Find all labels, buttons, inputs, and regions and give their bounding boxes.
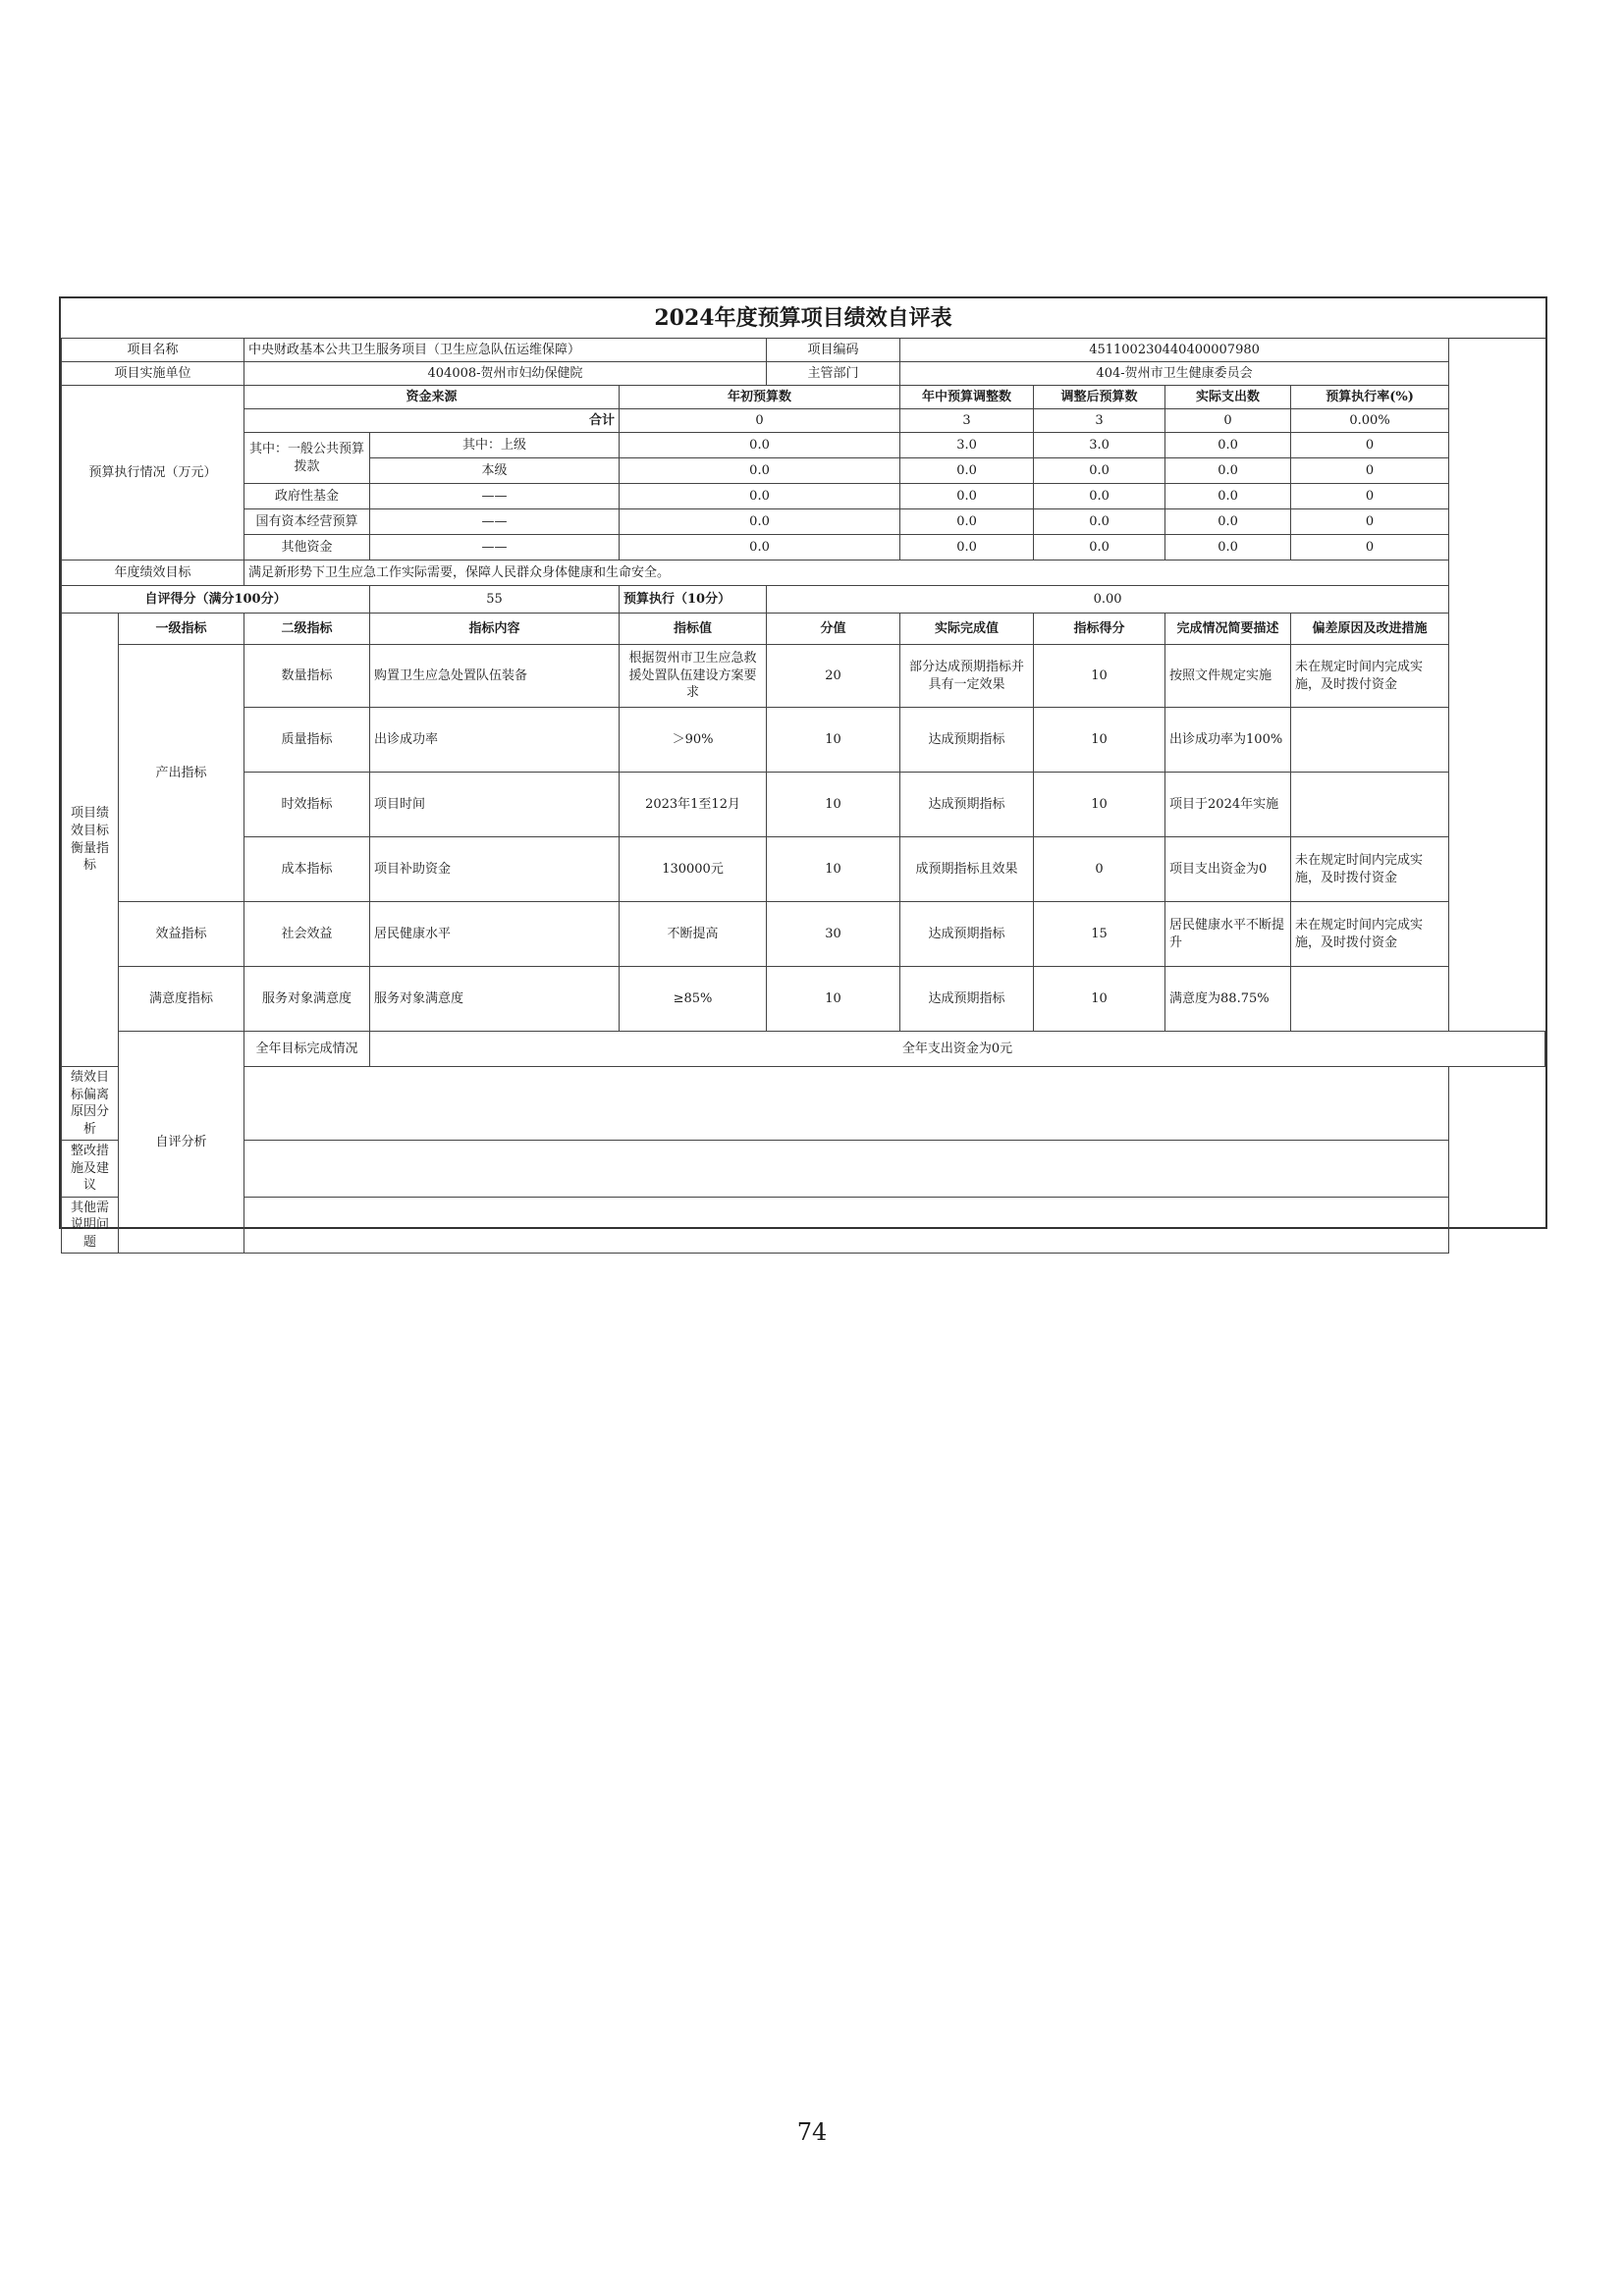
dash: —— — [370, 535, 620, 561]
annual-goal-row — [62, 561, 1545, 586]
self-score-row — [62, 586, 1545, 614]
indicator-reason: 未在规定时间内完成实施，及时拨付资金 — [1291, 645, 1449, 708]
budget-cell: 0 — [1291, 433, 1449, 458]
self-eval-row — [62, 1197, 1545, 1254]
indicator-score: 10 — [1034, 967, 1165, 1032]
indicator-desc: 项目于2024年实施 — [1165, 773, 1291, 837]
project-name-label: 项目名称 — [62, 339, 244, 362]
budget-cell: 0 — [1291, 535, 1449, 561]
budget-header: 年初预算数 — [620, 386, 900, 409]
indicator-desc: 满意度为88.75% — [1165, 967, 1291, 1032]
self-eval-item-value — [244, 1197, 1449, 1254]
indicator-weight: 10 — [767, 773, 900, 837]
indicator-actual: 达成预期指标 — [900, 967, 1034, 1032]
project-name-row — [62, 339, 1545, 362]
indicator-l2: 社会效益 — [244, 902, 370, 967]
indicator-header-row — [62, 614, 1545, 645]
indicator-header: 完成情况简要描述 — [1165, 614, 1291, 645]
indicator-target: 130000元 — [620, 837, 767, 902]
budget-cell: 0 — [1291, 509, 1449, 535]
budget-upper-row — [62, 433, 1545, 458]
indicator-header: 二级指标 — [244, 614, 370, 645]
indicator-content: 服务对象满意度 — [370, 967, 620, 1032]
budget-cell: 0.0 — [620, 433, 900, 458]
budget-cell: 0 — [1291, 484, 1449, 509]
dash: —— — [370, 509, 620, 535]
indicator-reason — [1291, 708, 1449, 773]
indicator-target: ＞90% — [620, 708, 767, 773]
self-eval-item-label: 整改措施及建议 — [62, 1141, 119, 1198]
project-unit-label: 项目实施单位 — [62, 362, 244, 386]
self-score-value: 55 — [370, 586, 620, 614]
project-unit-row — [62, 362, 1545, 386]
budget-cell: 0.0 — [620, 484, 900, 509]
indicator-content: 购置卫生应急处置队伍装备 — [370, 645, 620, 708]
indicator-desc: 出诊成功率为100% — [1165, 708, 1291, 773]
budget-cell: 0.0 — [900, 509, 1034, 535]
indicator-target: ≥85% — [620, 967, 767, 1032]
output-indicator-label: 产出指标 — [119, 645, 244, 902]
budget-cell: 0 — [1165, 409, 1291, 433]
self-eval-item-label: 全年目标完成情况 — [244, 1032, 370, 1067]
indicator-header: 指标内容 — [370, 614, 620, 645]
indicator-header: 分值 — [767, 614, 900, 645]
budget-cell: 3 — [900, 409, 1034, 433]
budget-cell: 0.0 — [900, 535, 1034, 561]
general-budget-label: 其中：一般公共预算拨款 — [244, 433, 370, 484]
self-eval-item-value — [244, 1141, 1449, 1198]
gov-fund-label: 政府性基金 — [244, 484, 370, 509]
budget-cell: 0 — [1291, 458, 1449, 484]
indicator-desc: 项目支出资金为0 — [1165, 837, 1291, 902]
project-code-label: 项目编码 — [767, 339, 900, 362]
indicator-score: 10 — [1034, 773, 1165, 837]
budget-state-capital-row — [62, 509, 1545, 535]
indicator-target: 不断提高 — [620, 902, 767, 967]
indicator-header: 实际完成值 — [900, 614, 1034, 645]
self-eval-label: 自评分析 — [119, 1032, 244, 1254]
budget-cell: 0.0 — [1034, 535, 1165, 561]
upper-label: 其中：上级 — [370, 433, 620, 458]
budget-other-row — [62, 535, 1545, 561]
budget-header: 资金来源 — [244, 386, 620, 409]
indicator-header: 一级指标 — [119, 614, 244, 645]
budget-exec-value: 0.00 — [767, 586, 1449, 614]
dept-label: 主管部门 — [767, 362, 900, 386]
budget-header: 实际支出数 — [1165, 386, 1291, 409]
indicator-actual: 达成预期指标 — [900, 708, 1034, 773]
budget-cell: 0.0 — [1165, 509, 1291, 535]
total-label: 合计 — [244, 409, 620, 433]
budget-cell: 0.0 — [620, 535, 900, 561]
self-score-label: 自评得分（满分100分） — [62, 586, 370, 614]
self-eval-row — [62, 1032, 1545, 1067]
indicator-header: 偏差原因及改进措施 — [1291, 614, 1449, 645]
budget-cell: 0 — [620, 409, 900, 433]
indicator-content: 出诊成功率 — [370, 708, 620, 773]
evaluation-table — [61, 338, 1545, 1254]
indicator-score: 10 — [1034, 645, 1165, 708]
budget-cell: 0.0 — [1165, 484, 1291, 509]
indicator-content: 项目时间 — [370, 773, 620, 837]
indicator-target: 根据贺州市卫生应急救援处置队伍建设方案要求 — [620, 645, 767, 708]
self-eval-item-value: 全年支出资金为0元 — [370, 1032, 1545, 1067]
evaluation-sheet — [59, 296, 1547, 1250]
budget-cell: 0.0 — [900, 458, 1034, 484]
budget-header: 调整后预算数 — [1034, 386, 1165, 409]
indicator-row — [62, 773, 1545, 837]
self-eval-item-label: 绩效目标偏离原因分析 — [62, 1067, 119, 1141]
self-eval-row — [62, 1067, 1545, 1141]
indicator-desc: 按照文件规定实施 — [1165, 645, 1291, 708]
indicator-row — [62, 837, 1545, 902]
dept: 404-贺州市卫生健康委员会 — [900, 362, 1449, 386]
project-name: 中央财政基本公共卫生服务项目（卫生应急队伍运维保障） — [244, 339, 767, 362]
indicator-header: 指标得分 — [1034, 614, 1165, 645]
budget-header-row — [62, 386, 1545, 409]
indicator-reason — [1291, 967, 1449, 1032]
budget-total-row — [62, 409, 1545, 433]
self-eval-item-value — [244, 1067, 1449, 1141]
budget-cell: 0.0 — [900, 484, 1034, 509]
project-unit: 404008-贺州市妇幼保健院 — [244, 362, 767, 386]
indicator-reason — [1291, 773, 1449, 837]
indicator-actual: 达成预期指标 — [900, 902, 1034, 967]
indicator-content: 项目补助资金 — [370, 837, 620, 902]
budget-cell: 0.0 — [620, 458, 900, 484]
budget-section-label: 预算执行情况（万元） — [62, 386, 244, 561]
budget-cell: 3.0 — [900, 433, 1034, 458]
indicator-actual: 成预期指标且效果 — [900, 837, 1034, 902]
local-label: 本级 — [370, 458, 620, 484]
indicator-l2: 数量指标 — [244, 645, 370, 708]
budget-gov-fund-row — [62, 484, 1545, 509]
indicator-desc: 居民健康水平不断提升 — [1165, 902, 1291, 967]
indicator-l2: 质量指标 — [244, 708, 370, 773]
budget-cell: 3.0 — [1034, 433, 1165, 458]
indicator-row — [62, 708, 1545, 773]
budget-cell: 0.0 — [1034, 509, 1165, 535]
indicator-reason: 未在规定时间内完成实施，及时拨付资金 — [1291, 837, 1449, 902]
budget-header: 年中预算调整数 — [900, 386, 1034, 409]
budget-cell: 0.0 — [1165, 458, 1291, 484]
budget-exec-label: 预算执行（10分） — [620, 586, 767, 614]
indicator-content: 居民健康水平 — [370, 902, 620, 967]
indicator-score: 15 — [1034, 902, 1165, 967]
annual-goal-text: 满足新形势下卫生应急工作实际需要，保障人民群众身体健康和生命安全。 — [244, 561, 1449, 586]
page-number: 74 — [796, 2118, 828, 2146]
budget-cell: 3 — [1034, 409, 1165, 433]
indicator-row — [62, 902, 1545, 967]
sheet-title: 2024年度预算项目绩效自评表 — [61, 298, 1545, 339]
indicator-target: 2023年1至12月 — [620, 773, 767, 837]
dash: —— — [370, 484, 620, 509]
benefit-indicator-label: 效益指标 — [119, 902, 244, 967]
project-code: 451100230440400007980 — [900, 339, 1449, 362]
indicator-header: 指标值 — [620, 614, 767, 645]
self-eval-row — [62, 1141, 1545, 1198]
budget-cell: 0.0 — [1034, 458, 1165, 484]
satisfaction-indicator-label: 满意度指标 — [119, 967, 244, 1032]
budget-cell: 0.0 — [1165, 535, 1291, 561]
indicator-score: 10 — [1034, 708, 1165, 773]
indicator-weight: 30 — [767, 902, 900, 967]
indicator-weight: 20 — [767, 645, 900, 708]
annual-goal-label: 年度绩效目标 — [62, 561, 244, 586]
budget-cell: 0.00% — [1291, 409, 1449, 433]
indicator-l2: 成本指标 — [244, 837, 370, 902]
indicator-weight: 10 — [767, 837, 900, 902]
indicator-weight: 10 — [767, 708, 900, 773]
budget-header: 预算执行率(%) — [1291, 386, 1449, 409]
indicator-row — [62, 967, 1545, 1032]
indicator-reason: 未在规定时间内完成实施，及时拨付资金 — [1291, 902, 1449, 967]
budget-cell: 0.0 — [1165, 433, 1291, 458]
indicator-l2: 时效指标 — [244, 773, 370, 837]
state-capital-label: 国有资本经营预算 — [244, 509, 370, 535]
indicator-actual: 达成预期指标 — [900, 773, 1034, 837]
indicator-l2: 服务对象满意度 — [244, 967, 370, 1032]
other-label: 其他资金 — [244, 535, 370, 561]
indicator-actual: 部分达成预期指标并具有一定效果 — [900, 645, 1034, 708]
indicator-row — [62, 645, 1545, 708]
budget-cell: 0.0 — [1034, 484, 1165, 509]
indicator-score: 0 — [1034, 837, 1165, 902]
indicator-section-label: 项目绩效目标衡量指标 — [62, 614, 119, 1067]
indicator-weight: 10 — [767, 967, 900, 1032]
self-eval-item-label: 其他需说明问题 — [62, 1197, 119, 1254]
budget-cell: 0.0 — [620, 509, 900, 535]
